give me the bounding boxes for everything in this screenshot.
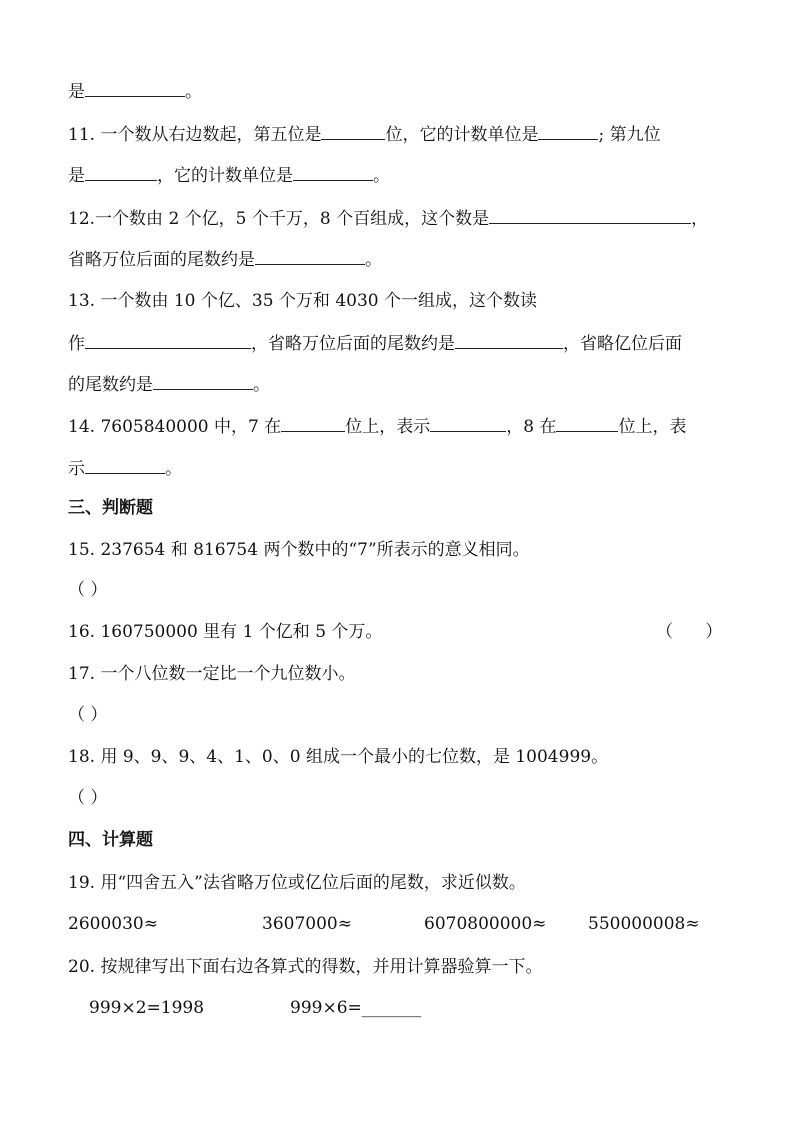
answer-blank[interactable] — [85, 78, 185, 97]
answer-blank[interactable] — [85, 455, 165, 474]
question-text: 省略万位后面的尾数约是 — [68, 250, 255, 270]
question-text: 11. 一个数从右边数起，第五位是 — [68, 125, 322, 145]
answer-parentheses[interactable]: （ ） — [68, 705, 108, 725]
question-text: ; 第九位 — [598, 125, 661, 145]
answer-blank[interactable] — [455, 330, 563, 349]
answer-blank[interactable] — [489, 205, 691, 224]
question-20: 20. 按规律写出下面右边各算式的得数，并用计算器验算一下。 — [68, 957, 543, 977]
section-heading-calculation: 四、计算题 — [68, 830, 153, 850]
q10-continuation — [68, 78, 202, 104]
question-17: 17. 一个八位数一定比一个九位数小。 — [68, 664, 356, 684]
answer-blank[interactable] — [321, 121, 385, 140]
answer-blank[interactable] — [153, 371, 253, 390]
question-text: 。 — [373, 166, 390, 186]
question-13 — [68, 289, 537, 313]
q19-item: 550000008≈ — [588, 914, 700, 934]
answer-blank[interactable] — [85, 330, 251, 349]
question-text: 12.一个数由 2 个亿，5 个千万，8 个百组成，这个数是 — [68, 209, 490, 229]
question-18: 18. 用 9、9、9、4、1、0、0 组成一个最小的七位数，是 1004999。 — [68, 747, 609, 767]
question-15: 15. 237654 和 816754 两个数中的“7”所表示的意义相同。 — [68, 540, 530, 560]
q19-item: 2600030≈ — [68, 914, 158, 934]
question-text: 示 — [68, 459, 85, 479]
question-text: 的尾数约是 — [68, 375, 153, 395]
question-text: ，省略万位后面的尾数约是 — [251, 334, 455, 354]
question-14-cont — [68, 455, 182, 481]
question-text: 是 — [68, 166, 85, 186]
q20-example: 999×2=1998 — [89, 998, 205, 1018]
answer-blank[interactable] — [281, 413, 345, 432]
answer-blank[interactable] — [293, 162, 373, 181]
question-text: 13. 一个数由 10 个亿、35 个万和 4030 个一组成，这个数读 — [68, 291, 537, 311]
question-19: 19. 用“四舍五入”法省略万位或亿位后面的尾数，求近似数。 — [68, 873, 526, 893]
answer-blank[interactable] — [85, 162, 157, 181]
section-heading-judgement: 三、判断题 — [68, 498, 153, 518]
answer-blank[interactable] — [538, 121, 598, 140]
answer-blank[interactable] — [430, 413, 506, 432]
question-text: 位，它的计数单位是 — [385, 125, 539, 145]
answer-parentheses[interactable]: （ ） — [656, 622, 723, 642]
answer-parentheses[interactable]: （ ） — [68, 580, 108, 600]
text: 。 — [185, 82, 202, 102]
question-12-cont — [68, 246, 382, 272]
question-13-cont — [68, 330, 682, 356]
question-text: 14. 7605840000 中，7 在 — [68, 417, 282, 437]
question-11 — [68, 121, 661, 147]
question-text: 。 — [365, 250, 382, 270]
question-text: 作 — [68, 334, 85, 354]
question-11-cont — [68, 162, 390, 188]
question-text: 位上，表示 — [345, 417, 431, 437]
question-text: 。 — [165, 459, 182, 479]
q19-item: 3607000≈ — [262, 914, 352, 934]
question-14 — [68, 413, 686, 439]
question-text: ，它的计数单位是 — [157, 166, 293, 186]
answer-blank[interactable] — [556, 413, 618, 432]
question-text: ，省略亿位后面 — [563, 334, 682, 354]
question-text: ， — [691, 209, 709, 229]
question-12 — [68, 205, 708, 231]
question-13-cont2 — [68, 371, 270, 397]
question-text: 。 — [253, 375, 270, 395]
answer-parentheses[interactable]: （ ） — [68, 788, 108, 808]
q19-item: 6070800000≈ — [424, 914, 547, 934]
text: 是 — [68, 82, 85, 102]
question-text: ，8 在 — [506, 417, 557, 437]
q20-item[interactable]: 999×6=_______ — [290, 998, 422, 1018]
answer-blank[interactable] — [255, 246, 365, 265]
question-16: 16. 160750000 里有 1 个亿和 5 个万。 — [68, 622, 383, 642]
question-text: 位上，表 — [618, 417, 687, 437]
